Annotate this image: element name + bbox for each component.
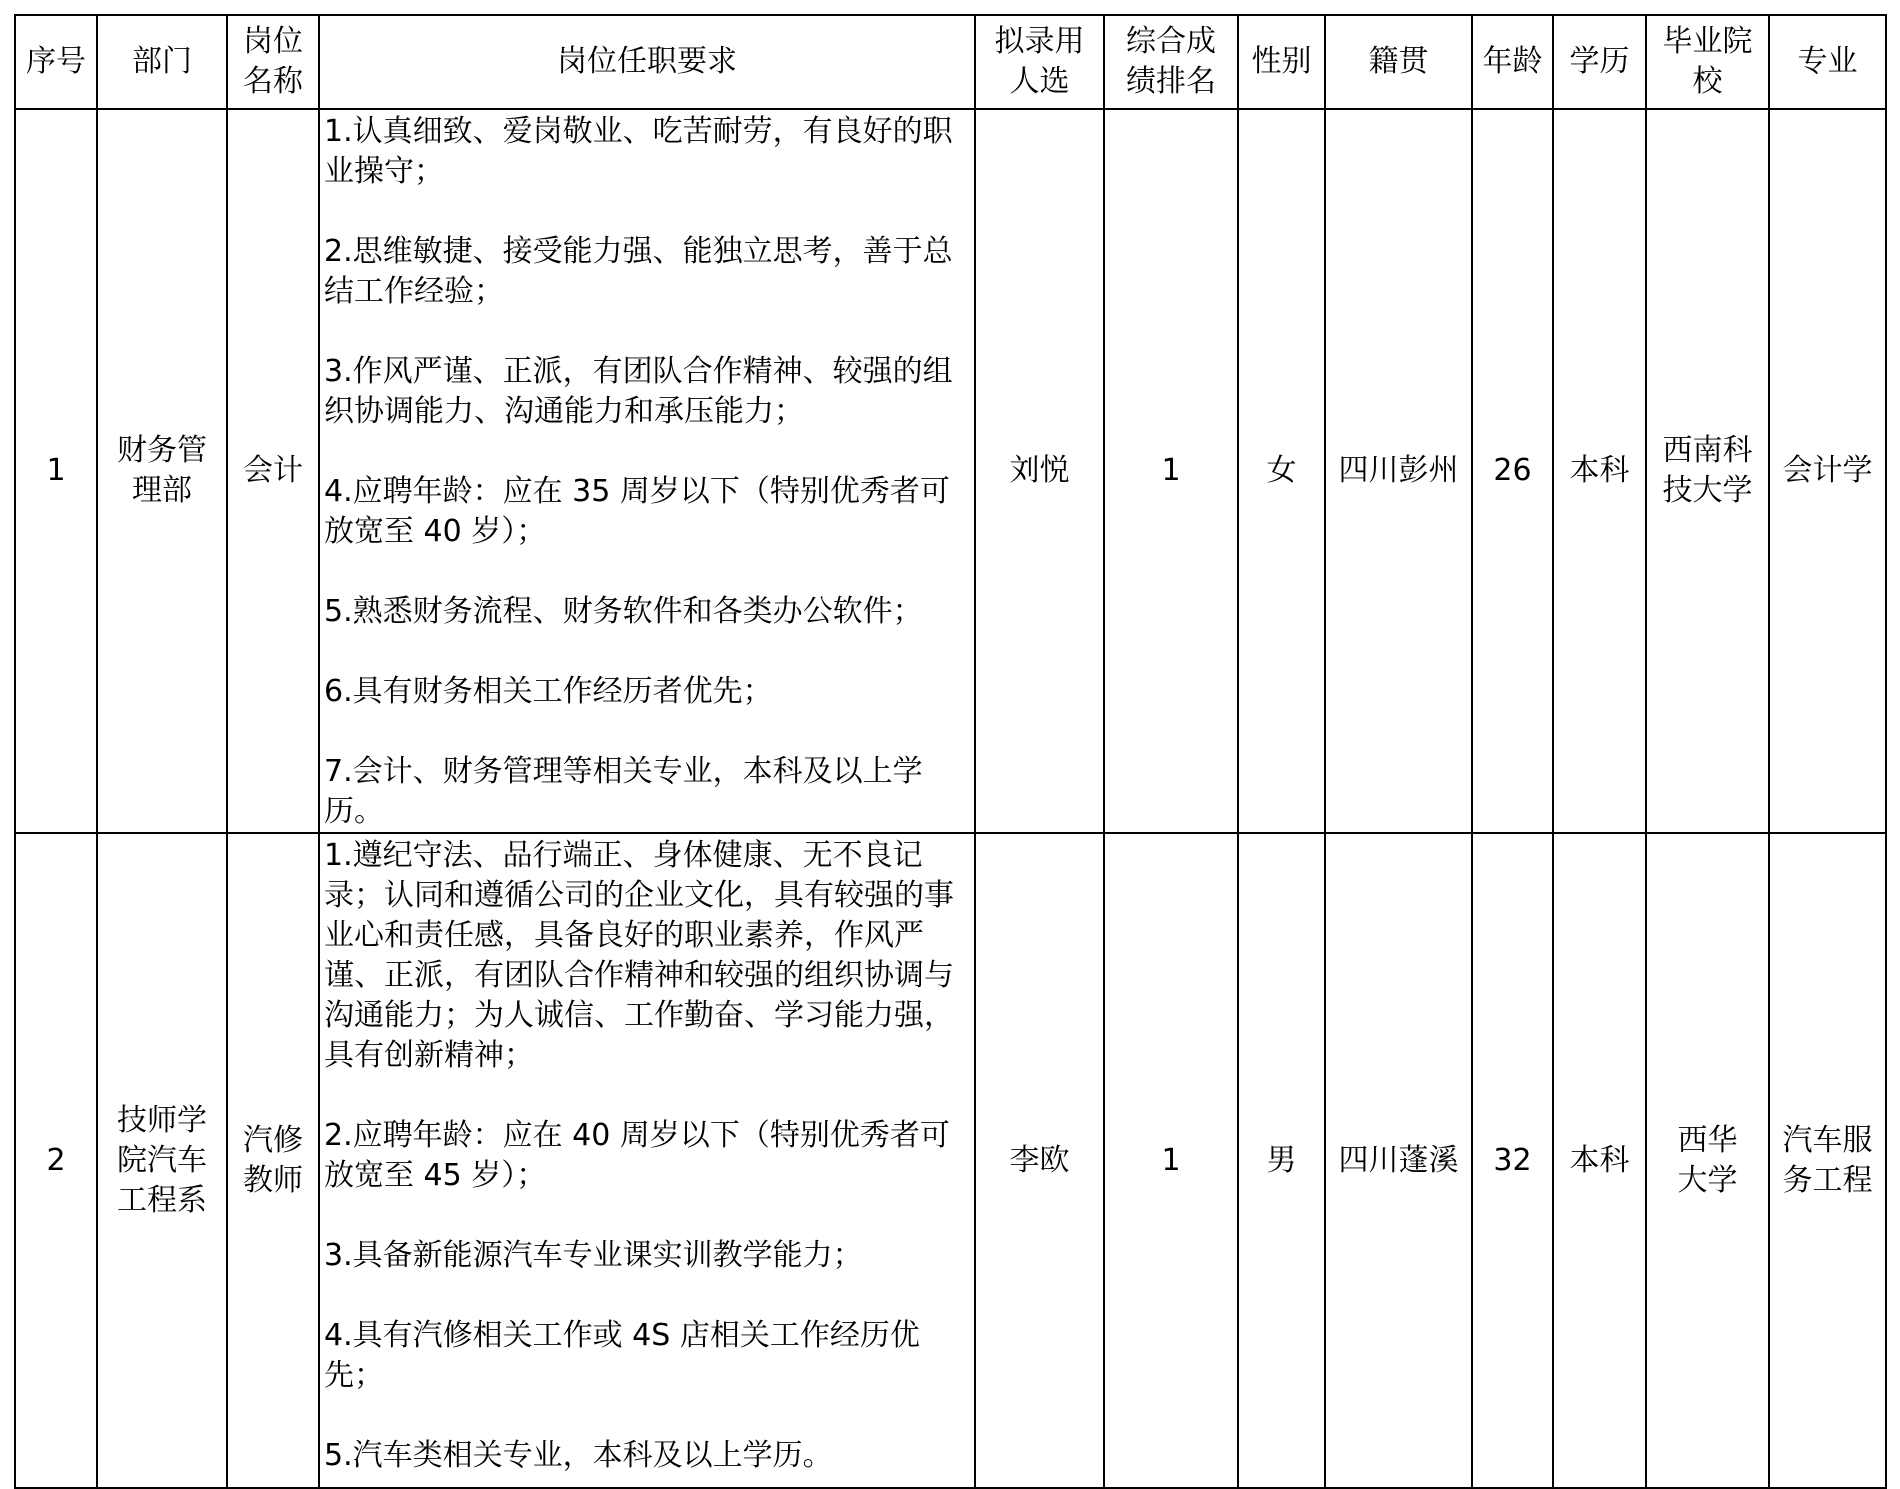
header-school-line2: 校 [1692,64,1723,99]
cell-school-line2: 技大学 [1662,473,1753,508]
cell-dept [97,833,227,1488]
cell-post [227,833,319,1488]
header-post-line2: 名称 [243,64,303,99]
cell-education: 本科 [1553,833,1646,1488]
cell-dept-line1: 技师学 [117,1102,207,1138]
cell-school [1646,833,1769,1488]
requirement-item: 3.作风严谨、正派，有团队合作精神、较强的组织协调能力、沟通能力和承压能力； [324,354,953,429]
requirement-item: 3.具备新能源汽车专业课实训教学能力； [324,1238,863,1273]
cell-gender: 女 [1238,109,1325,833]
cell-major: 会计学 [1769,109,1886,833]
requirement-item: 2.应聘年龄：应在 40 周岁以下（特别优秀者可放宽至 45 岁）； [324,1118,950,1193]
cell-school-line2: 大学 [1677,1162,1738,1198]
cell-dept [97,109,227,833]
cell-age: 26 [1472,109,1553,833]
cell-candidate: 刘悦 [975,109,1104,833]
requirement-item: 4.应聘年龄：应在 35 周岁以下（特别优秀者可放宽至 40 岁）； [324,474,950,549]
header-requirements: 岗位任职要求 [319,15,975,109]
recruitment-table [14,14,1887,1489]
header-candidate-line2: 人选 [1009,64,1070,99]
cell-requirements [319,833,975,1488]
cell-rank: 1 [1104,833,1238,1488]
cell-dept-line2: 院汽车 [117,1142,207,1178]
header-origin: 籍贯 [1325,15,1472,109]
header-education: 学历 [1553,15,1646,109]
cell-post-line1: 汽修 [243,1122,303,1158]
requirement-item: 1.遵纪守法、品行端正、身体健康、无不良记录；认同和遵循公司的企业文化，具有较强的事业心和责任感，具备良好的职业素养，作风严谨、正派，有团队合作精神和较强的组织协调与沟通能力；为人诚信、工作勤奋、学习能力强，具有创新精神； [324,838,954,1073]
header-row [15,15,1886,109]
header-post [227,15,319,109]
recruitment-table-wrapper [14,14,1887,1489]
cell-dept-line1: 财务管 [117,433,207,468]
cell-dept-line2: 理部 [132,473,192,508]
cell-school [1646,109,1769,833]
cell-school-line1: 西南科 [1662,433,1753,468]
header-post-line1: 岗位 [243,24,303,59]
header-candidate [975,15,1104,109]
cell-origin: 四川蓬溪 [1325,833,1472,1488]
table-row [15,109,1886,833]
header-rank-line2: 绩排名 [1126,64,1216,99]
requirement-item: 2.思维敏捷、接受能力强、能独立思考，善于总结工作经验； [324,234,953,309]
cell-school-line1: 西华 [1677,1122,1738,1158]
table-row [15,833,1886,1488]
cell-origin: 四川彭州 [1325,109,1472,833]
header-major: 专业 [1769,15,1886,109]
requirement-item: 6.具有财务相关工作经历者优先； [324,674,773,709]
header-rank-line1: 综合成 [1126,24,1216,59]
header-school [1646,15,1769,109]
requirement-item: 5.汽车类相关专业，本科及以上学历。 [324,1438,833,1473]
cell-post: 会计 [227,109,319,833]
cell-rank: 1 [1104,109,1238,833]
requirement-item: 7.会计、财务管理等相关专业，本科及以上学历。 [324,754,923,829]
cell-requirements [319,109,975,833]
cell-post-line2: 教师 [243,1162,303,1198]
header-candidate-line1: 拟录用 [994,24,1085,59]
cell-age: 32 [1472,833,1553,1488]
header-age: 年龄 [1472,15,1553,109]
requirement-item: 1.认真细致、爱岗敬业、吃苦耐劳，有良好的职业操守； [324,114,953,189]
header-rank [1104,15,1238,109]
cell-seq: 2 [15,833,97,1488]
cell-dept-line3: 工程系 [117,1182,207,1218]
header-dept: 部门 [97,15,227,109]
cell-major-line1: 汽车服 [1782,1122,1873,1158]
cell-major-line2: 务工程 [1782,1162,1873,1198]
requirement-item: 5.熟悉财务流程、财务软件和各类办公软件； [324,594,923,629]
cell-gender: 男 [1238,833,1325,1488]
header-seq: 序号 [15,15,97,109]
header-gender: 性别 [1238,15,1325,109]
cell-candidate: 李欧 [975,833,1104,1488]
header-school-line1: 毕业院 [1662,24,1753,59]
cell-education: 本科 [1553,109,1646,833]
cell-seq: 1 [15,109,97,833]
cell-major [1769,833,1886,1488]
requirement-item: 4.具有汽修相关工作或 4S 店相关工作经历优先； [324,1318,920,1393]
